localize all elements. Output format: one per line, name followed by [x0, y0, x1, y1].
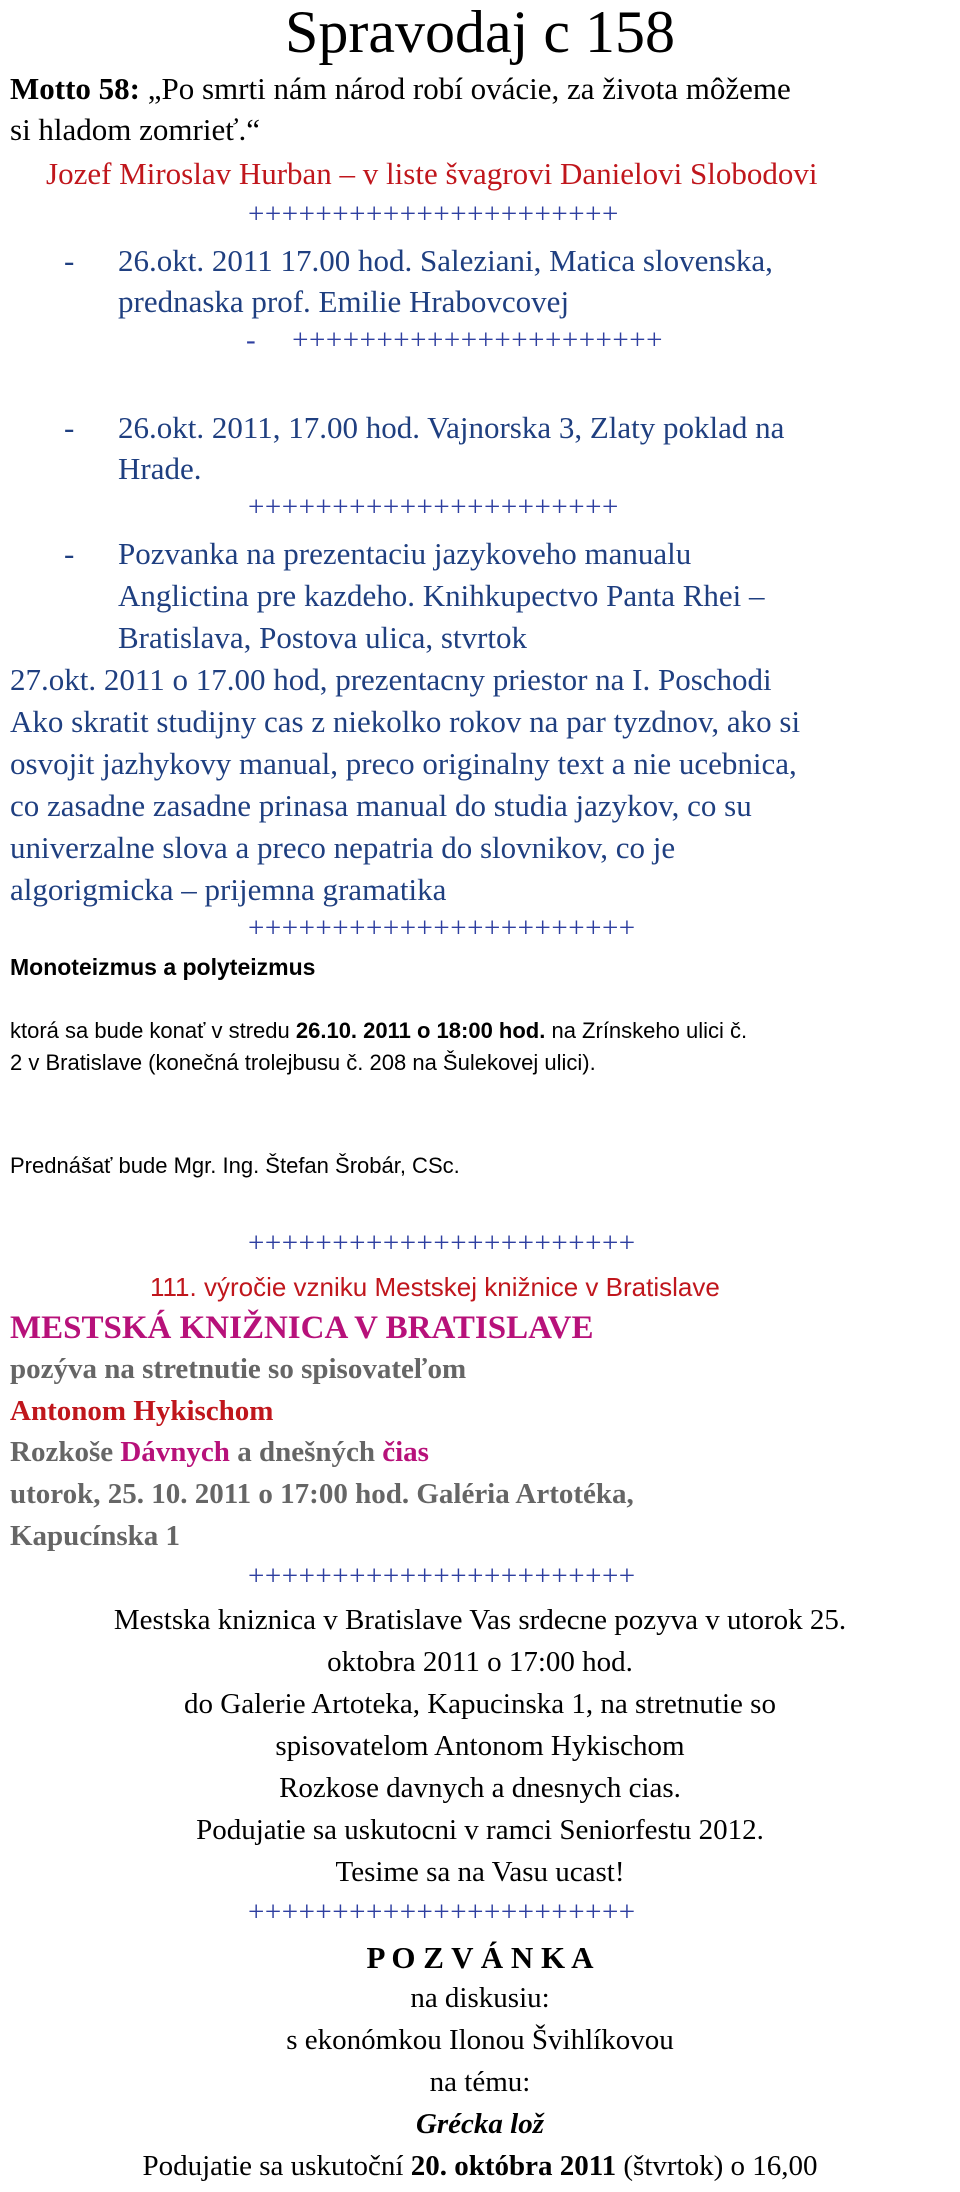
pozvanka-line-2: s ekonómkou Ilonou Švihlíkovou: [286, 2024, 674, 2056]
item-2-line-1: 26.okt. 2011, 17.00 hod. Vajnorska 3, Zlaty poklad na: [118, 410, 785, 445]
presentation-line-6: algorigmicka – prijemna gramatika: [10, 872, 447, 907]
separator-5: +++++++++++++++++++++++: [248, 1227, 636, 1259]
separator-2-dash: -: [246, 324, 257, 356]
separator-7: +++++++++++++++++++++++: [248, 1896, 636, 1928]
library-date: utorok, 25. 10. 2011 o 17:00 hod.: [10, 1478, 417, 1510]
separator-2: [246, 326, 663, 355]
lecture-line-2: 2 v Bratislave (konečná trolejbusu č. 208 na Šulekovej ulici).: [10, 1050, 596, 1075]
separator-1: ++++++++++++++++++++++: [248, 198, 619, 230]
center-line-1: Mestska kniznica v Bratislave Vas srdecne pozyva v utorok 25.: [113, 1604, 847, 1636]
pozvanka-title: P O Z V Á N K A: [366, 1940, 594, 1975]
lecture-line-1-c: na Zrínskeho ulici č.: [545, 1018, 748, 1043]
separator-2-plus: ++++++++++++++++++++++: [292, 324, 663, 356]
library-anniversary: 111. výročie vzniku Mestskej knižnice v Bratislave: [150, 1272, 720, 1302]
motto-line-1: [10, 73, 791, 104]
library-venue-1: Galéria Artotéka,: [416, 1478, 634, 1510]
center-line-7: Tesime sa na Vasu ucast!: [335, 1856, 625, 1888]
pozvanka-line-3: na tému:: [429, 2066, 531, 2098]
pozvanka-last-line: [0, 2152, 960, 2181]
center-line-5: Rozkose davnych a dnesnych cias.: [279, 1772, 681, 1804]
library-book-title: [10, 1438, 429, 1467]
center-line-3: do Galerie Artoteka, Kapucinska 1, na stretnutie so: [184, 1688, 776, 1720]
lecture-line-1-a: ktorá sa bude konať v stredu: [10, 1018, 296, 1043]
pozvanka-last-date: 20. októbra 2011: [410, 2150, 617, 2182]
center-line-6: Podujatie sa uskutocni v ramci Seniorfestu 2012.: [196, 1814, 764, 1846]
pozvanka-last-c: (štvrtok) o 16,00: [616, 2150, 818, 2182]
presentation-line-1: 27.okt. 2011 o 17.00 hod, prezentacny priestor na I. Poschodi: [10, 662, 772, 697]
pozvanka-line-1: na diskusiu:: [410, 1982, 550, 2014]
library-venue-2: Kapucínska 1: [10, 1520, 181, 1552]
item-1-dash: -: [64, 243, 75, 278]
book-title-c: a dnešných: [229, 1436, 383, 1468]
item-3-line-2: Anglictina pre kazdeho. Knihkupectvo Panta Rhei –: [118, 578, 765, 613]
pozvanka-topic: Grécka lož: [415, 2108, 545, 2140]
motto-text: „Po smrti nám národ robí ovácie, za života môžeme: [139, 71, 791, 106]
item-1-line-1: 26.okt. 2011 17.00 hod. Saleziani, Matica slovenska,: [118, 243, 773, 278]
item-2-dash: -: [64, 410, 75, 445]
presentation-line-4: co zasadne zasadne prinasa manual do studia jazykov, co su: [10, 788, 752, 823]
item-2-line-2: Hrade.: [118, 451, 202, 486]
pozvanka-last-a: Podujatie sa uskutoční: [142, 2150, 411, 2182]
lecture-title: Monoteizmus a polyteizmus: [10, 954, 316, 980]
lecture-line-1: [10, 1020, 747, 1042]
presentation-line-2: Ako skratit studijny cas z niekolko rokov na par tyzdnov, ako si: [10, 704, 801, 739]
center-line-4: spisovatelom Antonom Hykischom: [275, 1730, 685, 1762]
book-title-a: Rozkoše: [10, 1436, 121, 1468]
item-1-line-2: prednaska prof. Emilie Hrabovcovej: [118, 284, 570, 319]
book-title-d: čias: [382, 1436, 429, 1468]
library-date-venue: [10, 1480, 634, 1509]
item-3-dash: -: [64, 536, 75, 571]
presentation-line-3: osvojit jazhykovy manual, preco originalny text a nie ucebnica,: [10, 746, 797, 781]
presentation-line-5: univerzalne slova a preco nepatria do slovnikov, co je: [10, 830, 676, 865]
item-3-line-3: Bratislava, Postova ulica, stvrtok: [118, 620, 527, 655]
separator-3: ++++++++++++++++++++++: [248, 491, 619, 523]
book-title-b: Dávnych: [120, 1436, 230, 1468]
motto-label: Motto 58:: [10, 71, 140, 106]
center-line-2: oktobra 2011 o 17:00 hod.: [327, 1646, 633, 1678]
library-name: MESTSKÁ KNIŽNICA V BRATISLAVE: [10, 1310, 594, 1346]
separator-4: +++++++++++++++++++++++: [248, 912, 636, 944]
lecture-date: 26.10. 2011 o 18:00 hod.: [295, 1018, 546, 1043]
page-title: Spravodaj c 158: [285, 0, 675, 65]
item-3-line-1: Pozvanka na prezentaciu jazykoveho manualu: [118, 536, 692, 571]
library-author: Antonom Hykischom: [10, 1395, 274, 1427]
separator-6: +++++++++++++++++++++++: [248, 1560, 636, 1592]
library-invite: pozýva na stretnutie so spisovateľom: [10, 1353, 467, 1385]
motto-author: Jozef Miroslav Hurban – v liste švagrovi Danielovi Slobodovi: [46, 156, 818, 191]
lecture-speaker: Prednášať bude Mgr. Ing. Štefan Šrobár, CSc.: [10, 1153, 460, 1178]
motto-line-2: si hladom zomrieť.“: [10, 112, 260, 147]
